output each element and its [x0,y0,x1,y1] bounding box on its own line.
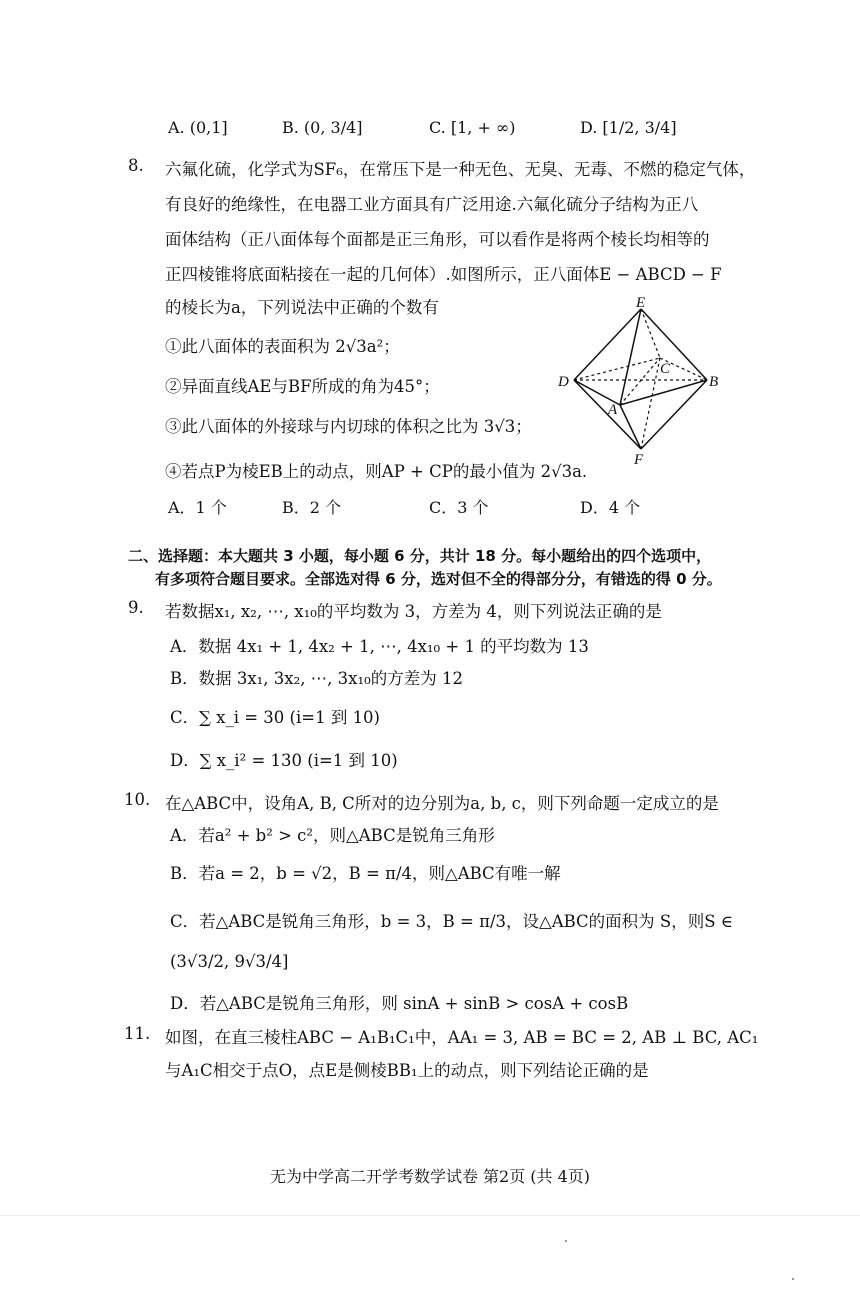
q10-number: 10. [124,790,151,809]
page-footer: 无为中学高二开学考数学试卷 第2页 (共 4页) [269,1167,591,1186]
q8-statement-4: ④若点P为棱EB上的动点，则AP + CP的最小值为 2√3a. [165,462,588,481]
q10-option-d: D．若△ABC是锐角三角形，则 sinA + sinB > cosA + cosB [170,994,629,1013]
q10-option-c-interval: (3√3/2, 9√3/4] [170,952,289,971]
q8-line-1: 六氟化硫，化学式为SF₆，在常压下是一种无色、无臭、无毒、不燃的稳定气体， [165,160,756,179]
q9-option-a: A．数据 4x₁ + 1, 4x₂ + 1, ⋯, 4x₁₀ + 1 的平均数为 13 [170,637,589,656]
q10-option-c: C．若△ABC是锐角三角形，b = 3，B = π/3，设△ABC的面积为 S，则S ∈ [170,912,733,931]
vertex-label-b: B [709,374,719,390]
q8-option-a: A．1 个 [168,498,227,517]
q8-option-b: B．2 个 [282,498,342,517]
q8-statement-1: ①此八面体的表面积为 2√3a²； [165,337,400,356]
vertex-label-f: F [634,452,644,468]
q7-option-a: A. (0,1] [168,118,228,137]
q10-option-b: B．若a = 2，b = √2，B = π/4，则△ABC有唯一解 [170,864,561,883]
q8-line-3: 面体结构（正八面体每个面都是正三角形，可以看作是将两个棱长均相等的 [165,230,710,249]
vertex-label-d: D [558,374,569,390]
q10-stem: 在△ABC中，设角A, B, C所对的边分别为a, b, c，则下列命题一定成立的是 [165,794,719,813]
q8-statement-2: ②异面直线AE与BF所成的角为45°； [165,377,440,396]
q9-option-b: B．数据 3x₁, 3x₂, ⋯, 3x₁₀的方差为 12 [170,669,463,688]
q7-option-d: D. [1/2, 3/4] [580,118,677,137]
q9-option-d: D．∑ x_i² = 130 (i=1 到 10) [170,751,398,770]
vertex-label-e: E [636,296,646,311]
page-divider [0,1215,860,1216]
q10-option-a: A．若a² + b² > c²，则△ABC是锐角三角形 [170,826,495,845]
q8-option-d: D．4 个 [580,498,641,517]
octahedron-figure [552,296,732,468]
q11-line-2: 与A₁C相交于点O，点E是侧棱BB₁上的动点，则下列结论正确的是 [165,1061,649,1080]
section2-heading-line1: 二、选择题：本大题共 3 小题，每小题 6 分，共计 18 分。每小题给出的四个选项中， [128,547,712,565]
vertex-label-a: A [608,402,618,418]
q11-number: 11. [124,1024,151,1043]
vertex-label-c: C [660,361,671,377]
q9-number: 9. [128,598,144,617]
q8-number: 8. [128,156,144,175]
section2-heading-line2: 有多项符合题目要求。全部选对得 6 分，选对但不全的得部分分，有错选的得 0 分。 [155,570,722,588]
q8-statement-3: ③此八面体的外接球与内切球的体积之比为 3√3； [165,417,532,436]
q7-option-c: C. [1, + ∞) [429,118,516,137]
q7-option-b: B. (0, 3/4] [282,118,363,137]
q9-stem: 若数据x₁, x₂, ⋯, x₁₀的平均数为 3，方差为 4，则下列说法正确的是 [165,602,662,621]
q8-line-2: 有良好的绝缘性，在电器工业方面具有广泛用途.六氟化硫分子结构为正八 [165,195,699,214]
q9-option-c: C．∑ x_i = 30 (i=1 到 10) [170,708,380,727]
q8-line-5: 的棱长为a，下列说法中正确的个数有 [165,298,439,317]
q11-line-1: 如图，在直三棱柱ABC − A₁B₁C₁中，AA₁ = 3, AB = BC = 2, AB ⊥ BC, AC₁ [165,1028,759,1047]
scan-speck [792,1278,794,1280]
scan-speck [565,1240,567,1242]
q8-line-4: 正四棱锥将底面粘接在一起的几何体）.如图所示，正八面体E − ABCD − F [165,265,722,284]
q8-option-c: C．3 个 [429,498,489,517]
